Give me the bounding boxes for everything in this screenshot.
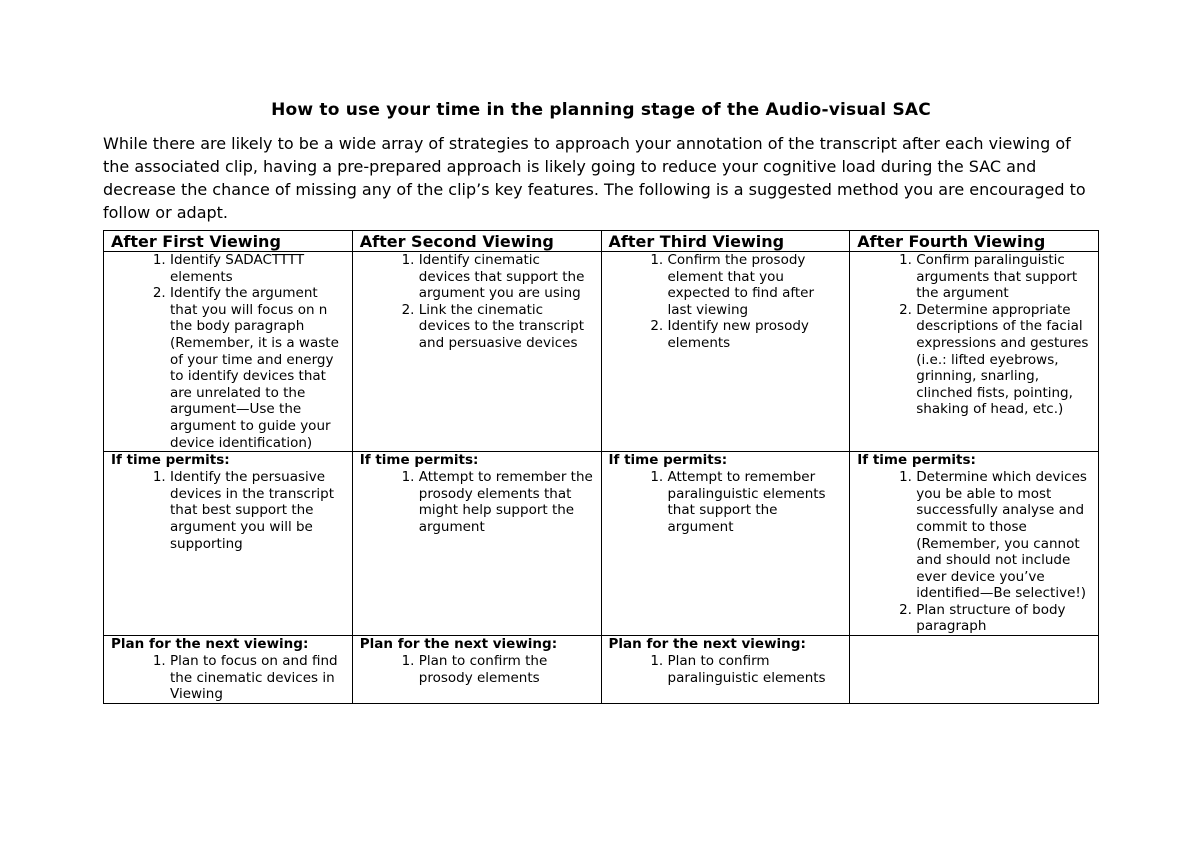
viewing-plan-table (103, 230, 1099, 704)
cell-second-viewing-tasks (352, 252, 601, 452)
list-item: 2. Link the cinematic devices to the transcript and persuasive devices (419, 302, 594, 352)
cell-second-viewing-next-plan (352, 636, 601, 704)
header-second-viewing: After Second Viewing (352, 231, 601, 252)
task-list (857, 252, 1091, 418)
list-item: 1. Identify SADACTTTT elements (170, 252, 345, 285)
header-first-viewing: After First Viewing (104, 231, 353, 252)
cell-fourth-viewing-if-time (850, 452, 1099, 636)
list-item: 1. Attempt to remember paralinguistic elements that support the argument (668, 469, 843, 535)
table-row (104, 252, 1099, 452)
table-row (104, 636, 1099, 704)
plan-next-viewing-label: Plan for the next viewing: (111, 636, 309, 653)
task-list (857, 469, 1091, 635)
list-item: 2. Identify new prosody elements (668, 318, 843, 351)
list-item: 1. Attempt to remember the prosody elements that might help support the argument (419, 469, 594, 535)
task-list (360, 252, 594, 352)
cell-first-viewing-if-time (104, 452, 353, 636)
if-time-permits-label: If time permits: (608, 452, 728, 469)
cell-third-viewing-tasks (601, 252, 850, 452)
task-list (609, 469, 843, 535)
list-item: 1. Confirm paralinguistic arguments that support the argument (916, 252, 1091, 302)
task-list (360, 653, 594, 686)
cell-second-viewing-if-time (352, 452, 601, 636)
if-time-permits-label: If time permits: (359, 452, 479, 469)
task-list (111, 252, 345, 451)
intro-paragraph: While there are likely to be a wide array of strategies to approach your annotation of the transcript after each viewing of the associated clip, having a pre-prepared approach is likely going to reduce your cognitive load during the SAC and decrease the chance of missing any of the clip’s key features. The following is a suggested method you are encouraged to follow or adapt. (103, 134, 1086, 222)
cell-first-viewing-next-plan (104, 636, 353, 704)
list-item: 2. Identify the argument that you will focus on n the body paragraph (Remember, it is a waste of your time and energy to identify devices that are unrelated to the argument—Use the argument to guide your device identification) (170, 285, 345, 451)
table-header-row (104, 231, 1099, 252)
list-item: 1. Determine which devices you be able to most successfully analyse and commit to those (Remember, you cannot and should not include ever device you’ve identified—Be selective!) (916, 469, 1091, 602)
document-title: How to use your time in the planning stage of the Audio-visual SAC (271, 100, 931, 120)
task-list (360, 469, 594, 535)
plan-next-viewing-label: Plan for the next viewing: (608, 636, 806, 653)
header-third-viewing: After Third Viewing (601, 231, 850, 252)
list-item: 1. Plan to confirm the prosody elements (419, 653, 594, 686)
if-time-permits-label: If time permits: (111, 452, 230, 469)
task-list (111, 653, 345, 703)
cell-third-viewing-if-time (601, 452, 850, 636)
list-item: 1. Identify the persuasive devices in the transcript that best support the argument you will be supporting (170, 469, 345, 552)
cell-fourth-viewing-next-plan-empty (850, 636, 1099, 704)
cell-third-viewing-next-plan (601, 636, 850, 704)
list-item: 1. Plan to focus on and find the cinematic devices in Viewing (170, 653, 345, 703)
list-item: 2. Plan structure of body paragraph (916, 602, 1091, 635)
task-list (609, 252, 843, 352)
task-list (609, 653, 843, 686)
header-fourth-viewing: After Fourth Viewing (850, 231, 1099, 252)
task-list (111, 469, 345, 552)
table-row (104, 452, 1099, 636)
list-item: 2. Determine appropriate descriptions of the facial expressions and gestures (i.e.: lifted eyebrows, grinning, snarling, clinched fists, pointing, shaking of head, etc.) (916, 302, 1091, 418)
plan-next-viewing-label: Plan for the next viewing: (359, 636, 558, 653)
cell-fourth-viewing-tasks (850, 252, 1099, 452)
cell-first-viewing-tasks (104, 252, 353, 452)
list-item: 1. Plan to confirm paralinguistic elements (668, 653, 843, 686)
list-item: 1. Identify cinematic devices that support the argument you are using (419, 252, 594, 302)
if-time-permits-label: If time permits: (857, 452, 976, 469)
document-page (103, 100, 1099, 704)
list-item: 1. Confirm the prosody element that you expected to find after last viewing (668, 252, 843, 318)
